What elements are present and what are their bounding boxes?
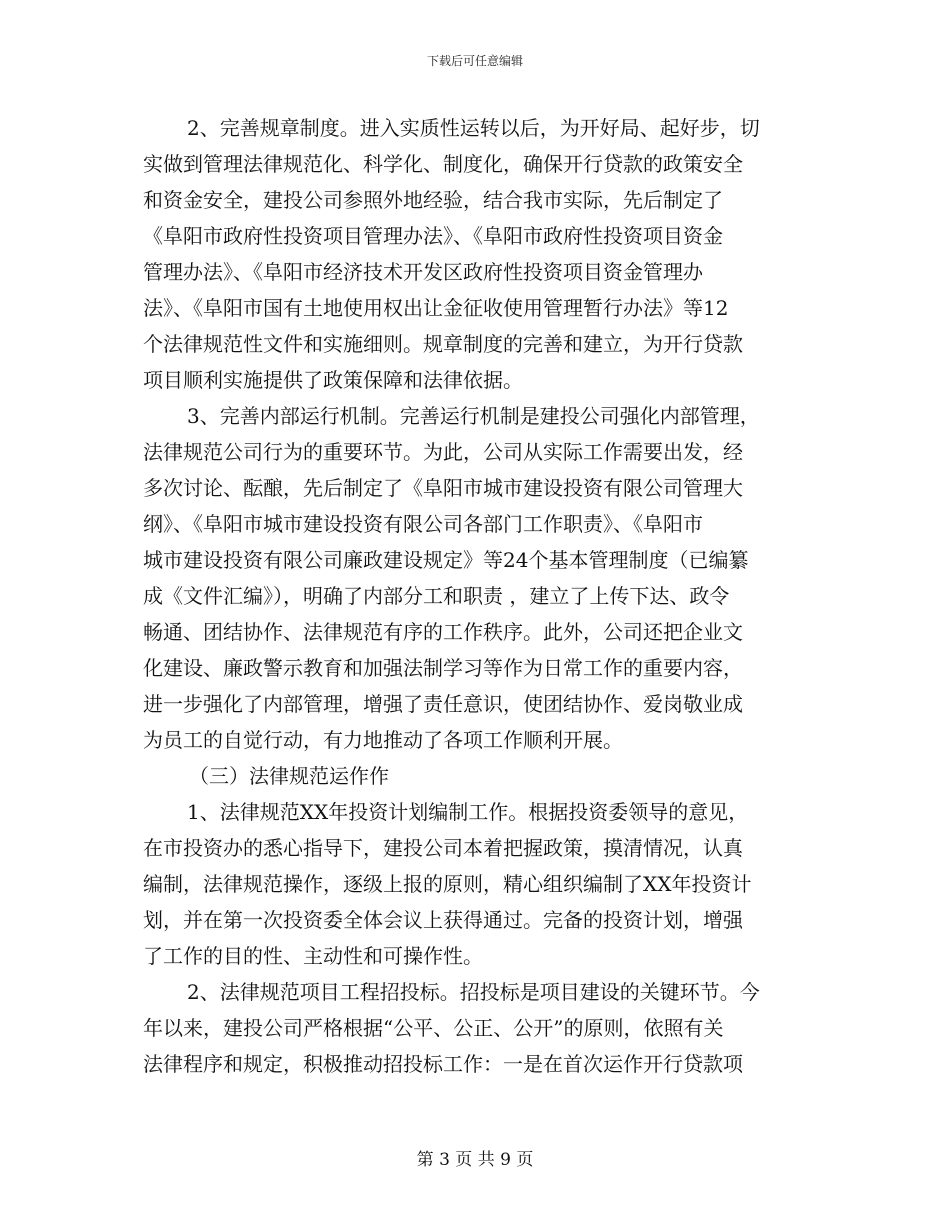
paragraph-line: 纲》、《阜阳市城市建设投资有限公司各部门工作职责》、《阜阳市 xyxy=(143,512,703,536)
section-heading: （三）法律规范运作作 xyxy=(189,764,389,788)
paragraph-line: 畅通、团结协作、法律规范有序的工作秩序。此外，公司还把企业文 xyxy=(143,620,743,644)
paragraph-line: 了工作的目的性、主动性和可操作性。 xyxy=(143,944,483,968)
paragraph-line: 个法律规范性文件和实施细则。规章制度的完善和建立，为开行贷款 xyxy=(143,332,743,356)
paragraph-line: 和资金安全，建投公司参照外地经验，结合我市实际，先后制定了 xyxy=(143,188,723,212)
paragraph-line: 3、完善内部运行机制。完善运行机制是建投公司强化内部管理， xyxy=(187,404,760,428)
paragraph-line: 2、法律规范项目工程招投标。招投标是项目建设的关键环节。今 xyxy=(187,980,760,1004)
paragraph-line: 实做到管理法律规范化、科学化、制度化，确保开行贷款的政策安全 xyxy=(143,152,743,176)
paragraph-line: 编制，法律规范操作，逐级上报的原则，精心组织编制了XX年投资计 xyxy=(143,872,752,896)
page-number: 第 3 页 共 9 页 xyxy=(416,1150,534,1170)
paragraph-line: 法律规范公司行为的重要环节。为此，公司从实际工作需要出发，经 xyxy=(143,440,743,464)
paragraph-line: 法》、《阜阳市国有土地使用权出让金征收使用管理暂行办法》等12 xyxy=(143,296,729,320)
paragraph-line: 划，并在第一次投资委全体会议上获得通过。完备的投资计划，增强 xyxy=(143,908,743,932)
paragraph-line: 进一步强化了内部管理，增强了责任意识，使团结协作、爱岗敬业成 xyxy=(143,692,743,716)
paragraph-line: 1、法律规范XX年投资计划编制工作。根据投资委领导的意见， xyxy=(187,800,749,824)
paragraph-line: 《阜阳市政府性投资项目管理办法》、《阜阳市政府性投资项目资金 xyxy=(143,224,723,248)
paragraph-line: 2、完善规章制度。进入实质性运转以后，为开好局、起好步，切 xyxy=(187,116,760,140)
paragraph-line: 多次讨论、酝酿，先后制定了《阜阳市城市建设投资有限公司管理大 xyxy=(143,476,743,500)
paragraph-line: 在市投资办的悉心指导下，建投公司本着把握政策，摸清情况，认真 xyxy=(143,836,743,860)
page-header: 下载后可任意编辑 xyxy=(426,54,523,68)
paragraph-line: 为员工的自觉行动，有力地推动了各项工作顺利开展。 xyxy=(143,728,623,752)
paragraph-line: 年以来，建投公司严格根据“公平、公正、公开”的原则，依照有关 xyxy=(143,1016,724,1040)
paragraph-line: 城市建设投资有限公司廉政建设规定》等24个基本管理制度（已编纂 xyxy=(143,548,749,572)
paragraph-line: 成《文件汇编》），明确了内部分工和职责 ，建立了上传下达、政令 xyxy=(143,584,730,608)
paragraph-line: 化建设、廉政警示教育和加强法制学习等作为日常工作的重要内容， xyxy=(143,656,743,680)
paragraph-line: 管理办法》、《阜阳市经济技术开发区政府性投资项目资金管理办 xyxy=(143,260,703,284)
document-body xyxy=(143,110,813,1082)
paragraph-line: 法律程序和规定，积极推动招投标工作：一是在首次运作开行贷款项 xyxy=(143,1052,743,1076)
paragraph-line: 项目顺利实施提供了政策保障和法律依据。 xyxy=(143,368,523,392)
